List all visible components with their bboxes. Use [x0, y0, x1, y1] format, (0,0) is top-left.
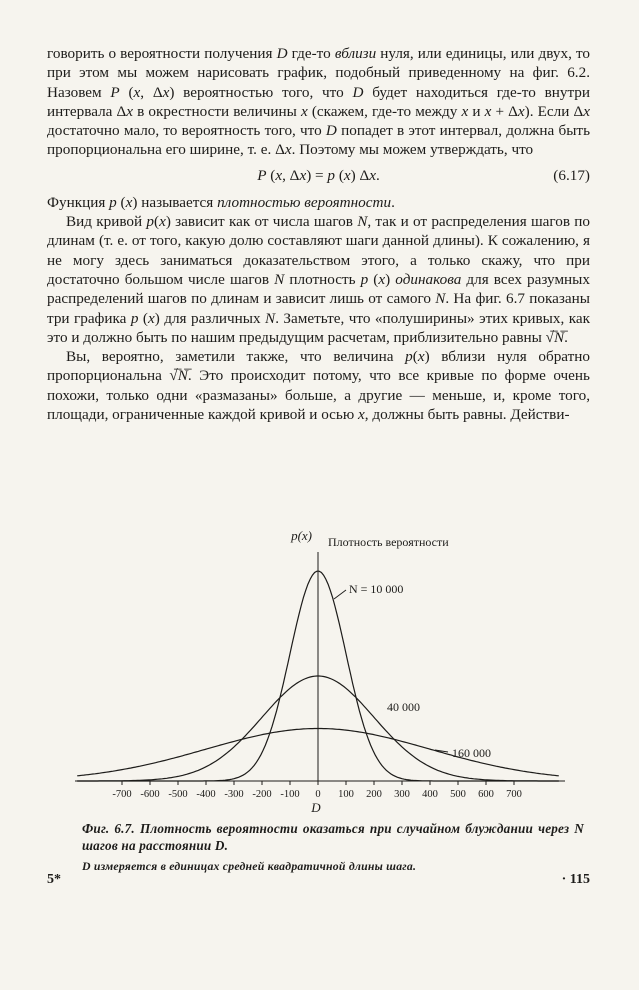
x-axis-tick-label: 700 [506, 789, 522, 800]
figure-subcaption: D измеряется в единицах средней квадратичной длины шага. [82, 859, 417, 873]
curve-label-leader [334, 590, 346, 599]
figure-title: Плотность вероятности [328, 535, 449, 549]
paragraph: Функция p (x) называется плотностью вероятности. [47, 193, 395, 211]
x-axis-tick-label: -300 [224, 789, 244, 800]
equation-6-17 [47, 165, 590, 187]
figure-6-7 [35, 526, 605, 818]
x-axis-tick-label: 100 [338, 789, 354, 800]
x-axis-tick-label: -400 [196, 789, 216, 800]
x-axis-tick-label: 600 [478, 789, 494, 800]
figure-plot [35, 526, 605, 818]
curve-label: 160 000 [452, 746, 491, 760]
equation-body: P (x, Δx) = p (x) Δx. [257, 166, 380, 184]
signature-mark: 5* [47, 872, 61, 887]
paragraph: Вид кривой p(x) зависит как от числа шагов N, так и от распределения шагов по длинам (т. е. от того, какую долю составляют шаги данной длины). К сожалению, я не могу здесь заниматься доказательством этого, а только скажу, что при достаточно большом числе шагов N плотность p (x) одинакова для всех разумных распределений шагов по длинам и зависит лишь от самого N. На фиг. 6.7 показаны три графика p (x) для различных N. Заметьте, что «полуширины» этих кривых, как это и должно быть по нашим предыдущим расчетам, приблизительно равны √̅N̅. [47, 213, 591, 346]
page-footer [47, 872, 590, 888]
x-axis-tick-label: 400 [422, 789, 438, 800]
figure-caption-block [82, 820, 584, 874]
x-axis-tick-label: 500 [450, 789, 466, 800]
page-number: · 115 [561, 872, 590, 887]
main-text [47, 44, 590, 424]
x-axis-label: D [311, 800, 321, 815]
y-axis-label: p(x) [291, 528, 312, 543]
curve-label: 40 000 [387, 700, 420, 714]
x-axis-tick-label: -100 [280, 789, 300, 800]
x-axis-tick-label: 0 [315, 789, 321, 800]
x-axis-tick-label: -600 [140, 789, 160, 800]
equation-number: (6.17) [553, 166, 590, 184]
x-axis-tick-label: 200 [366, 789, 382, 800]
x-axis-tick-label: -200 [252, 789, 272, 800]
paragraph: говорить о вероятности получения D где-то вблизи нуля, или единицы, или двух, то при этом мы можем нарисовать график, подобный приведенному на фиг. 6.2. Назовем P (x, Δx) вероятностью того, что D будет находиться где-то внутри интервала Δx в окрестности величины x (скажем, где-то между x и x + Δx). Если Δx достаточно мало, то вероятность того, что D попадет в этот интервал, должна быть пропорциональна его ширине, т. е. Δx. Поэтому мы можем утверждать, что [47, 45, 591, 159]
x-axis-tick-label: -700 [112, 789, 132, 800]
x-axis-tick-label: 300 [394, 789, 410, 800]
paragraph: Вы, вероятно, заметили также, что величина p(x) вблизи нуля обратно пропорциональна √̅N̅. Это происходит потому, что все кривые по форме очень похожи, только одни «размазаны» больше, а другие — меньше, и, кроме того, площади, ограниченные каждой кривой и осью x, должны быть равны. Действи- [47, 348, 591, 424]
figure-caption: Фиг. 6.7. Плотность вероятности оказаться при случайном блуждании через N шагов на расстоянии D. [82, 821, 584, 853]
curve-label: N = 10 000 [349, 582, 404, 596]
x-axis-tick-label: -500 [168, 789, 188, 800]
